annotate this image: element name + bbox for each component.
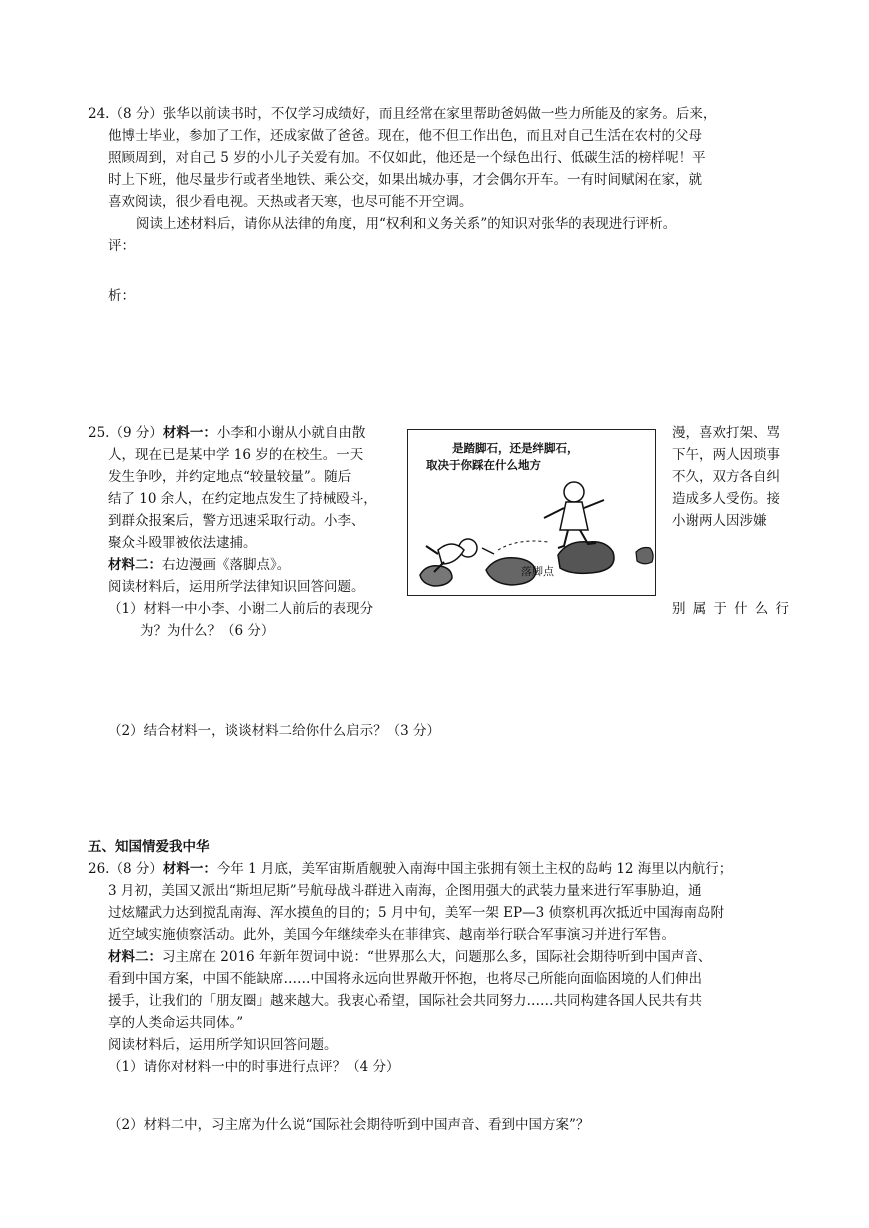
q25-material1-label: 材料一： [162,425,217,441]
q26-line-7: 援手，让我们的「朋友圈」越来越大。我衷心希望，国际社会共同努力……共同构建各国人民共有共 [108,993,702,1009]
fallen-arm [482,548,494,554]
q25-line-2: 人，现在已是某中学 16 岁的在校生。一天 [108,447,364,463]
walker-leg-left [558,530,568,548]
q26-material2-text: 习主席在 2016 年新年贺词中说：“世界那么大，问题那么多，国际社会期待听到中国声音、 [162,949,712,965]
q26-question-1: （1）请你对材料一中的时事进行点评？（4 分） [108,1059,400,1075]
q25-line-6: 聚众斗殴罪被依法逮捕。 [108,535,257,551]
q26-line-6: 看到中国方案，中国不能缺席……中国将永远向世界敞开怀抱，也将尽己所能向面临困境的人们伸出 [108,971,702,987]
q26-line-1 [88,859,732,879]
q24-xi-label: 析： [108,288,135,304]
q25-number: 25.（9 分） [88,425,163,441]
q25-line-4: 结了 10 余人，在约定地点发生了持械殴斗， [108,491,377,507]
q25-q1r-char: 行 [775,601,789,617]
q26-read: 阅读材料后，运用所学知识回答问题。 [108,1037,338,1053]
cartoon-label: 落脚点 [521,565,554,578]
q26-material2 [108,947,711,967]
q25-read: 阅读材料后，运用所学法律知识回答问题。 [108,579,365,595]
q24-line-5: 喜欢阅读，很少看电视。天热或者天寒，也尽可能不开空调。 [108,194,473,210]
q25-question-1-right [672,599,789,619]
cartoon-luojiaodian [407,429,656,596]
q25-q1r-char: 属 [692,601,707,617]
q24-line-4: 时上下班，他尽量步行或者坐地铁、乘公交，如果出城办事，才会偶尔开车。一有时间赋闲在家，就 [108,172,702,188]
q25-line-4-right: 造成多人受伤。接 [672,491,780,507]
q25-material2 [108,555,290,575]
q24-line-2: 他博士毕业，参加了工作，还成家做了爸爸。现在，他不但工作出色，而且对自己生活在农村的父母 [108,128,702,144]
walker-body [560,502,588,530]
q25-q1r-char: 么 [754,601,769,617]
q25-line-1-text: 小李和小谢从小就自由散 [216,425,366,441]
q25-line-2-right: 下午，两人因琐事 [672,447,780,463]
q25-line-5-right: 小谢两人因涉嫌 [672,513,767,529]
q26-line-3: 过炫耀武力达到搅乱南海、浑水摸鱼的目的；5 月中旬，美军一架 EP—3 侦察机再次抵近中国海南岛附 [108,905,724,921]
q25-line-1 [88,423,365,443]
section-5-heading: 五、知国情爱我中华 [88,839,210,855]
rock-stepping-stone [558,542,614,574]
walker-head [564,482,584,502]
q25-question-1: （1）材料一中小李、小谢二人前后的表现分 [108,601,374,617]
walker-arm-right [584,500,604,508]
q26-material2-label: 材料二： [108,949,162,965]
q26-line-4: 近空域实施侦察活动。此外，美国今年继续牵头在菲律宾、越南举行联合军事演习并进行军售。 [108,927,675,943]
q25-line-1-right: 漫，喜欢打架、骂 [672,425,780,441]
q25-line-5: 到群众报案后，警方迅速采取行动。小李、 [108,513,365,529]
q25-q1r-char: 别 [672,601,686,617]
q26-line-8: 享的人类命运共同体。” [108,1015,244,1031]
q25-question-2: （2）结合材料一，谈谈材料二给你什么启示？（3 分） [108,723,440,739]
q25-line-3-right: 不久，双方各自纠 [672,469,780,485]
fallen-body [438,544,464,564]
q24-line-3: 照顾周到，对自己 5 岁的小儿子关爱有加。不仅如此，他还是一个绿色出行、低碳生活的榜样呢！平 [108,150,706,166]
rock-edge [636,548,653,564]
q25-q1r-char: 什 [734,601,748,617]
q26-number: 26.（8 分） [88,861,163,877]
q25-question-1-cont: 为？为什么？（6 分） [140,623,275,639]
q26-material1-label: 材料一： [162,861,217,877]
motion-line [498,541,548,550]
q24-ping-label: 评： [108,238,135,254]
cartoon-caption-1: 是踏脚石，还是绊脚石， [452,441,579,455]
cartoon-caption-2: 取决于你踩在什么地方 [426,458,541,472]
q25-q1r-char: 于 [713,601,727,617]
q25-material2-label: 材料二： [108,557,162,573]
q25-line-3: 发生争吵，并约定地点“较量较量”。随后 [108,469,352,485]
q26-question-2: （2）材料二中，习主席为什么说“国际社会期待听到中国声音、看到中国方案”？ [108,1117,590,1133]
q24-line-1: 24.（8 分）张华以前读书时，不仅学习成绩好，而且经常在家里帮助爸妈做一些力所能及的家务。后来， [88,106,717,122]
q26-line-2: 3 月初，美国又派出“斯坦尼斯”号航母战斗群进入南海，企图用强大的武装力量来进行军事胁迫，通 [108,883,702,899]
walker-arm-left [544,508,564,518]
q25-material2-text: 右边漫画《落脚点》。 [162,557,291,573]
q26-line-1-text: 今年 1 月底，美军宙斯盾舰驶入南海中国主张拥有领土主权的岛屿 12 海里以内航行； [216,861,733,877]
q24-prompt: 阅读上述材料后，请你从法律的角度，用“权利和义务关系”的知识对张华的表现进行评析。 [136,216,677,232]
